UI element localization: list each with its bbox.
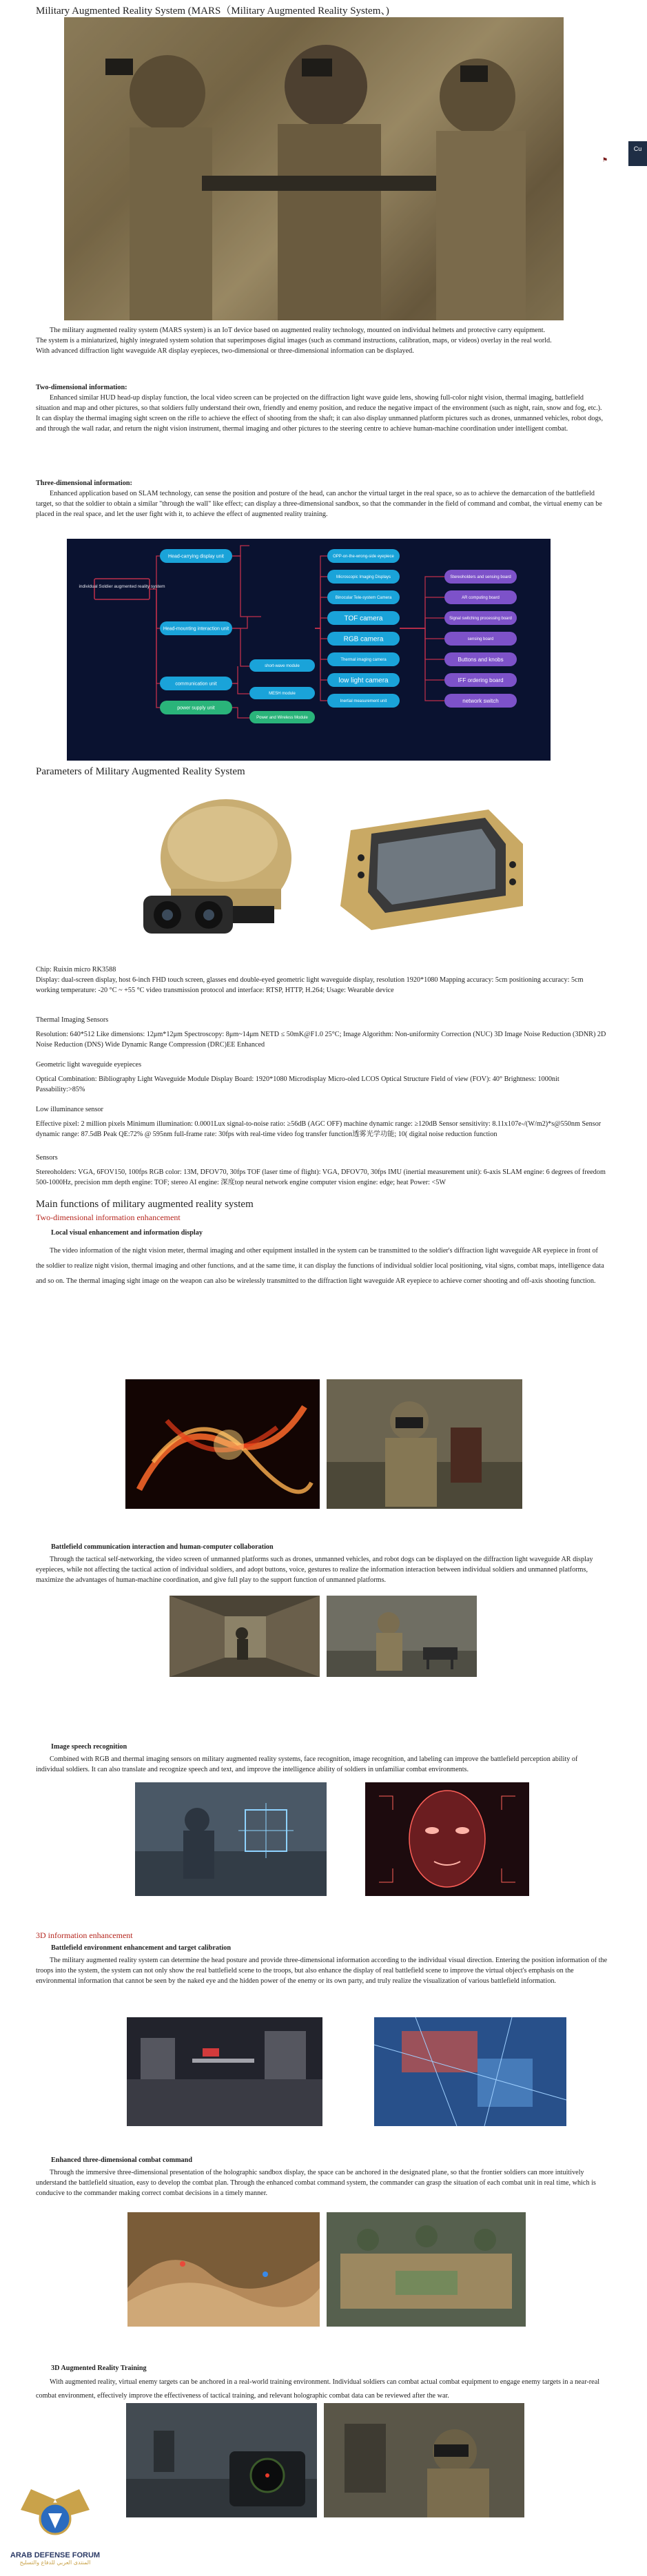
control-unit-photo — [330, 803, 532, 932]
diagram-far-label-0: Stereoholders and sensing board — [450, 575, 511, 580]
spec-chip-body: Display: dual-screen display, host 6-inch FHD touch screen, glasses end double-eyed geometric light waveguide display, resolution 1920*1080 Mapping accuracy: 5cm positioning accuracy: 5cm working temperature: -20 °C ~ +55 °C video transmission protocol and interface: RTSP, HTTP, H.264; Usage: Wearable device — [36, 976, 584, 994]
diagram-mid-label-0: short-wave module — [265, 664, 300, 669]
diagram-far-node-1 — [444, 590, 517, 604]
holographic-sandbox-photo — [127, 2212, 320, 2327]
image-speech-body: Combined with RGB and thermal imaging sensors on military augmented reality systems, face recognition, image recognition, and labeling can improve the battlefield perception ability of individual soldiers. It can also translate and recognize speech and text, and improve the intelligence ability of soldiers in unfamiliar combat environments. — [36, 1755, 578, 1773]
diagram-right-label-3: TOF camera — [344, 615, 383, 623]
training-body: With augmented reality, virtual enemy targets can be anchored in a real-world training environment. Individual soldiers can combat actual combat equipment to engage enemy targets in a near-real combat environment, effectively improve the effectiveness of tactical training, and relevant holographic combat data can be reviewed after the war. — [36, 2378, 600, 2400]
enh-2d-title: Two-dimensional information enhancement — [36, 1213, 181, 1222]
diagram-far-node-2 — [444, 611, 517, 625]
three-dim-body: Enhanced application based on SLAM technology, can sense the position and posture of the head, can anchor the virtual target in the real space, so as to achieve the demarcation of the battlefield target, so that the soldier to obtain a similar "through the wall" like effect; can display a three-dimensional sandbox, so that the commander in the field of command and combat, the virtual enemy can be placed in the real space, and let the user fight with it, to achieve the effect of augmented reality training. — [36, 490, 602, 518]
soldier-robot-dog-photo — [327, 1596, 477, 1677]
side-widget-label: Cu — [633, 145, 642, 152]
diagram-left-label-2: communication unit — [175, 681, 217, 687]
spec-waveguide-body: Optical Combination: Bibliography Light Waveguide Module Display Board: 1920*1080 Microdisplay Micro-oled LCOS Optical Structure Field of view (FOV): 40° Brightness: 1000nit Passability:>85% — [36, 1075, 559, 1093]
battlefield-env-body: The military augmented reality system can determine the head posture and provide three-dimensional information according to the individual visual direction. Entering the position information of the troops into the system, the system can not only show the real battlefield scene to the troops, but also enhance the display of real battlefield scene to improve the virtual object's emphasis on the environmental information that cannot be seen by the naked eye and the hidden power of the enemy or its own party, and truly realize the visualization of various battlefield information. — [36, 1957, 608, 1985]
hero-photo-soldiers — [64, 17, 564, 320]
watermark-line-2: المنتدى العربي للدفاع والتسليح — [19, 2559, 91, 2566]
system-architecture-diagram — [67, 539, 551, 761]
page-title: Military Augmented Reality System (MARS（Military Augmented Reality System、) — [36, 6, 389, 17]
diagram-right-label-1: Microscopic Imaging Displays — [336, 575, 391, 580]
diagram-right-label-0: OPP-on-the-wrong-side eyepiece — [333, 555, 394, 559]
diagram-mid-label-2: Power and Wireless Module — [256, 716, 308, 721]
watermark-line-1: ARAB DEFENSE FORUM — [10, 2551, 101, 2559]
training-heading: 3D Augmented Reality Training — [51, 2364, 147, 2372]
three-dim-heading: Three-dimensional information: — [36, 480, 132, 487]
commander-sandbox-photo — [327, 2212, 526, 2327]
diagram-right-node-1 — [327, 570, 400, 584]
diagram-mid-node-1 — [249, 687, 315, 699]
combat-command-heading: Enhanced three-dimensional combat command — [51, 2156, 192, 2164]
diagram-left-node-2 — [160, 677, 232, 690]
diagram-left-node-1 — [160, 621, 232, 635]
diagram-right-node-0 — [327, 549, 400, 563]
face-recognition-photo — [365, 1782, 529, 1896]
diagram-left-node-0 — [160, 549, 232, 563]
diagram-far-label-2: Signal switching processing board — [449, 617, 512, 621]
soldiers-corridor-photo — [170, 1596, 320, 1677]
two-dim-heading: Two-dimensional information: — [36, 384, 127, 391]
helmet-photo — [130, 785, 311, 962]
flag-icon[interactable]: ⚑ — [602, 156, 608, 163]
battlefield-comm-heading: Battlefield communication interaction and human-computer collaboration — [51, 1543, 274, 1551]
diagram-right-node-2 — [327, 590, 400, 604]
spec-thermal-label: Thermal Imaging Sensors — [36, 1016, 109, 1024]
spec-chip-label: Chip: Ruixin micro RK3588 — [36, 966, 116, 973]
diagram-far-node-6 — [444, 694, 517, 708]
diagram-far-label-6: network switch — [462, 697, 499, 704]
diagram-far-label-1: AR computing board — [462, 596, 500, 601]
tactical-map-photo — [374, 2017, 566, 2126]
diagram-far-node-0 — [444, 570, 517, 584]
diagram-mid-node-2 — [249, 711, 315, 723]
image-speech-heading: Image speech recognition — [51, 1743, 127, 1751]
battlefield-env-heading: Battlefield environment enhancement and target calibration — [51, 1944, 231, 1952]
combat-command-body: Through the immersive three-dimensional presentation of the holographic sandbox display, the space can be anchored in the designated plane, so that the frontier soldiers can more intuitively understand the battlefield situation, easy to develop the combat plan. Through the enhanced combat command system, the commander can grasp the situation of each combat unit in real time, which is conducive to the commander making correct combat decisions in a timely manner. — [36, 2169, 596, 2197]
spec-lowlight-body: Effective pixel: 2 million pixels Minimum illumination: 0.0001Lux signal-to-noise ratio: ≥56dB (AGC OFF) machine dynamic range: ≥120dB Sensor sensitivity: 8.11x107e-/(W/m2)*s@550nm Sensor dynamic range: 87.5dB Peak QE:72% @ 595nm full-frame rate: 30fps with real-time video fog transfer function透雾光学功能; 10( digital noise reduction function — [36, 1120, 602, 1138]
diagram-right-node-6 — [327, 673, 400, 687]
diagram-far-node-4 — [444, 652, 517, 666]
diagram-right-label-6: low light camera — [338, 677, 389, 685]
side-widget-button[interactable] — [628, 141, 647, 166]
diagram-right-label-7: Inertial measurement unit — [340, 699, 387, 704]
diagram-mid-label-1: MESH module — [269, 692, 296, 697]
diagram-right-node-4 — [327, 632, 400, 646]
diagram-left-label-0: Head-carrying display unit — [168, 554, 224, 559]
intro-line-3: With advanced diffraction light waveguide AR display eyepieces, two-dimensional or three-dimensional information can be displayed. — [36, 347, 414, 355]
soldier-ar-training-photo — [324, 2403, 524, 2517]
local-visual-body: The video information of the night vision meter, thermal imaging and other equipment installed in the system can be transmitted to the soldier's diffraction light waveguide AR eyepiece in front of the soldier to realize night vision, thermal imaging and other functions, and at the same time, it can display the functions of individual soldier local positioning, vital signs, combat maps, intelligence data and so on. The thermal imaging sight image on the weapon can also be wirelessly transmitted to the diffraction light waveguide AR eyepiece to achieve corner shooting and off-axis shooting function. — [36, 1247, 604, 1285]
params-title: Parameters of Military Augmented Reality System — [36, 766, 245, 777]
local-visual-heading: Local visual enhancement and information display — [51, 1229, 203, 1237]
enh-3d-title: 3D information enhancement — [36, 1930, 133, 1940]
battlefield-comm-body: Through the tactical self-networking, the video screen of unmanned platforms such as drones, unmanned vehicles, and robot dogs can be displayed on the diffraction light waveguide AR display eyepieces, while not affecting the tactical action of individual soldiers, and adopt buttons, voice, gestures to realize the information interaction between individual soldiers and unmanned platforms, maximize the advantages of human-machine coordination, and give full play to the support function of unmanned platforms. — [36, 1556, 593, 1584]
intro-line-1: The military augmented reality system (MARS system) is an IoT device based on augmented reality technology, mounted on individual helmets and protective carry equipment. — [50, 327, 546, 334]
diagram-far-node-5 — [444, 673, 517, 687]
spec-sensors-body: Stereoholders: VGA, 6FOV150, 100fps RGB color: 13M, DFOV70, 30fps TOF (laser time of flight): VGA, DFOV70, 30fps IMU (inertial measurement unit): 6-axis SLAM engine: 6 degrees of freedom 500-1000Hz, precision mm depth engine: TOF; stereo AI engine: 深度top neural network engine computer vision engine: edge; heat Power: <5W — [36, 1168, 606, 1186]
diagram-right-node-7 — [327, 694, 400, 708]
diagram-root-label: individual Soldier augmented reality system — [79, 584, 165, 589]
diagram-left-node-3 — [160, 701, 232, 714]
diagram-far-label-3: sensing board — [467, 637, 494, 642]
thermal-hand-photo — [125, 1379, 320, 1509]
ar-training-sight-photo — [126, 2403, 317, 2517]
diagram-left-label-3: power supply unit — [177, 705, 215, 711]
diagram-right-label-5: Thermal imaging camera — [340, 658, 387, 663]
diagram-right-label-4: RGB camera — [343, 635, 384, 643]
main-functions-title: Main functions of military augmented reality system — [36, 1199, 254, 1210]
diagram-far-node-3 — [444, 632, 517, 646]
diagram-far-label-4: Buttons and knobs — [458, 656, 504, 663]
night-vision-street-photo — [127, 2017, 322, 2126]
spec-lowlight-label: Low illuminance sensor — [36, 1106, 103, 1113]
diagram-right-node-3 — [327, 611, 400, 625]
diagram-right-label-2: Binocular Tele-system Camera — [335, 596, 392, 601]
spec-sensors-label: Sensors — [36, 1154, 58, 1162]
soldier-target-photo — [135, 1782, 327, 1896]
diagram-far-label-5: IFF ordering board — [458, 677, 504, 683]
diagram-right-node-5 — [327, 652, 400, 666]
two-dim-body: Enhanced similar HUD head-up display function, the local video screen can be projected on the diffraction light wave guide lens, showing full-color night vision, thermal imaging, battlefield situation and map and other pictures, so that soldiers fully understand their own, friendly and enemy position, and reduce the negative impact of the environment (such as night, rain, snow and fog, etc.). It can display the thermal imaging sight screen on the rifle to achieve the effect of shooting from the shaft; it can also display unmanned platform pictures such as drones, unmanned vehicles, robot dogs, and through the wall radar, and return the night vision instrument, thermal imaging and other pictures to the steering centre to achieve human-machine coordination under intelligent combat. — [36, 394, 604, 433]
arab-defense-forum-logo — [0, 2486, 110, 2576]
diagram-left-label-1: Head-mounting interaction unit — [163, 626, 229, 632]
spec-thermal-body: Resolution: 640*512 Like dimensions: 12μm*12μm Spectroscopy: 8μm~14μm NETD ≤ 50mK@F1.0 25°C; Image Algorithm: Non-uniformity Correction (NUC) 3D Image Noise Reduction (3DNR) 2D Noise Reduction (DNS) Wide Dynamic Range Compression (DRC)EE Enhanced — [36, 1031, 606, 1049]
spec-waveguide-label: Geometric light waveguide eyepieces — [36, 1061, 142, 1069]
soldier-ar-goggles-photo — [327, 1379, 522, 1509]
diagram-mid-node-0 — [249, 659, 315, 672]
intro-line-2: The system is a miniaturized, highly integrated system solution that superimposes digital images (such as command instructions, calibration, maps, or videos) overlay in the real world. — [36, 337, 552, 344]
